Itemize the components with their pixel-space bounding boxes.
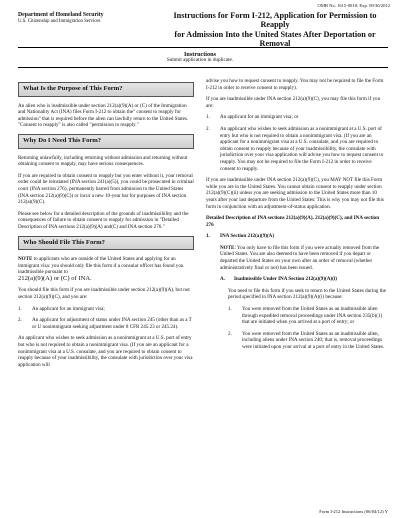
list-item-number: 2.: [206, 125, 210, 132]
form-title-line1: Instructions for Form I-212, Application for Permission to Reapply: [173, 11, 377, 30]
form-title-line2: for Admission Into the United States After Deportation or Removal: [174, 29, 376, 49]
note-label: NOTE: [220, 244, 235, 251]
list-item-text: An applicant for an immigrant visa;: [32, 305, 105, 312]
list-item-text: You were removed from the United States as an inadmissible alien, including aliens under INA section 240; that is, removal proceedings were initiated upon your arrival at a port of entry in the United States.: [242, 330, 385, 350]
who-note-citation: 212(a)(9)(A) or (C) of INA.: [18, 274, 92, 282]
subsection-title: INA Section 212(a)(9)(A): [220, 233, 275, 240]
who-note-paragraph: [18, 256, 194, 282]
list-item-text: You were removed from the United States as an inadmissible alien through expedited removal proceedings under INA section 235(b)(1) that are initiated when you arrived at a port of entry; or: [242, 306, 383, 326]
who-paragraph-3: An applicant who wishes to seek admission as a nonimmigrant at a U.S. port of entry but who is not required to obtain a nonimmigrant visa. (If you are an applicant for a nonimmigrant visa at a U.S. consulate, and you are required to obtain consent to reapply because of your inadmissibility, the consulate with jurisdiction over your visa application will: [18, 335, 193, 368]
right-column: [206, 78, 386, 356]
agency-name: U.S. Citizenship and Immigration Services: [18, 18, 101, 24]
who-note-label: NOTE: [18, 256, 33, 263]
list-item: [18, 306, 194, 313]
header-divider: [18, 47, 388, 48]
list-item-text: An applicant for adjustment of status under INA section 245 (other than as a T or U nonimmigrant seeking adjustment under 8 CFR 245.23 or 245.24).: [32, 317, 192, 330]
list-item: [206, 306, 386, 326]
why-paragraph-2: If you are required to obtain consent to reapply but you enter without it, your removal order could be reinstated (INA section 241(a)(5)), you could be prosecuted in criminal court (INA section 276), permanently barred from admission to the United States (INA section 212(a)(9)(C)) or incur a new 10-year bar for purposes of INA section 212(a)(9)(C).: [18, 172, 194, 206]
list-item-number: 2.: [228, 330, 232, 337]
subsection-a-title: Inadmissible Under INA Section 212(a)(9)(A)(i): [234, 276, 337, 283]
list-item: [18, 317, 194, 330]
subsection-heading: [206, 233, 386, 240]
subsection-a-text: You need to file this form if you seek to return to the United States during the period specified in INA section 212(a)(9)(A)(i) because:: [228, 287, 386, 301]
purpose-section-heading: What Is the Purpose of This Form?: [18, 82, 194, 97]
purpose-paragraph: An alien who is inadmissible under section 212(a)(9)(A) or (C) of the Immigration and Nationality Act (INA) files Form I-212 to obtain the" consent to reapply for admission" that is required before the alien can lawfully return to the United States. "Consent to reapply" is also called "permission to reapply.": [18, 102, 189, 129]
agency-block: [18, 12, 104, 24]
department-name: Department of Homeland Security: [18, 12, 104, 18]
list-item-text: An applicant for an immigrant visa; or: [220, 114, 299, 121]
instructions-block: [0, 51, 400, 64]
who-section-heading: Who Should File This Form?: [18, 236, 194, 251]
who-note-text: to applicants who are outside of the United States and applying for an immigrant visa: you should only file this form if a consular officer has found you inadmissible pursuant to: [18, 256, 184, 276]
note-paragraph: [206, 245, 386, 271]
why-section-heading: Why Do I Need This Form?: [18, 134, 194, 149]
why-paragraph-3: Please see below for a detailed description of the grounds of inadmissibility and the consequences of failure to obtain consent to reapply for admission in "Detailed Description of INA sections 212(a)(9)(A) and(C) and INA section 276.": [18, 210, 189, 230]
list-item-number: 2.: [18, 317, 22, 324]
right-paragraph-3: If you are inadmissible under INA section 212(a)(9)(C), you MAY NOT file this Form while you are in the United States. You cannot obtain consent to reapply under section 212(a)(9)(C)(ii) unless you are seeking admission to the United States more than 10 years after your last departure from the United States: This is why you may not file this form in conjunction with an adjustment-of-status application.: [206, 177, 384, 210]
list-item-number: 1.: [206, 114, 210, 121]
instructions-heading: Instructions: [184, 51, 216, 58]
instructions-subtext: Submit application in duplicate.: [166, 57, 234, 64]
form-title: [160, 11, 390, 49]
note-text: : You only have to file this form if you were actually removed from the United States. You are also deemed to have been removed if you depart or departed the United States on your own after an order of removal (whether administratively final or not) has been issued.: [220, 244, 380, 271]
list-item: [206, 126, 386, 172]
right-paragraph-1: advise you how to request consent to reapply. You may not be required to file the Form I-212 in order to receive consent to reapply).: [206, 78, 384, 91]
list-item: [206, 331, 386, 351]
list-item-text: An applicant who wishes to seek admission as a nonimmigrant at a U.S. port of entry but who is not required to obtain a nonimmigrant visa. (If you are an applicant for a nonimmigrant visa at a U.S. consulate, and you are required to obtain consent to reapply because of your inadmissibility, the consulate with jurisdiction over your visa application will advise you how to request consent to reapply. You may not be required to file the Form I-212 in order to receive consent to reapply.: [220, 125, 384, 172]
subsection-a-heading: [206, 276, 386, 283]
instructions-divider: [18, 67, 388, 68]
form-footer: Form I-212 Instructions (06/04/12) Y: [319, 509, 388, 514]
omb-number: OMB No. 1615-0018; Exp. 09/30/2012: [317, 3, 390, 8]
list-item-number: 1.: [228, 306, 232, 313]
subsection-a-letter: A.: [220, 276, 225, 283]
right-paragraph-2: If you are inadmissible under INA section 212(a)(9)(C), you may file this form if you are:: [206, 96, 381, 109]
why-paragraph-1: Returning unlawfully, including returning without admission and returning without obtaining consent to reapply, may have serious consequences.: [18, 154, 188, 168]
left-column: [18, 78, 194, 373]
subsection-number: 1.: [206, 233, 210, 240]
list-item: [206, 114, 386, 121]
who-paragraph-2: You should file this form if you are inadmissible under section 212(a)(9)(A), but not section 212(a)(9)(C), and you are:: [18, 287, 190, 301]
list-item-number: 1.: [18, 305, 22, 312]
detail-heading: Detailed Description of INA sections 212(a)(9)(A), 212(a)(9)(C), and INA section 276: [206, 215, 380, 228]
